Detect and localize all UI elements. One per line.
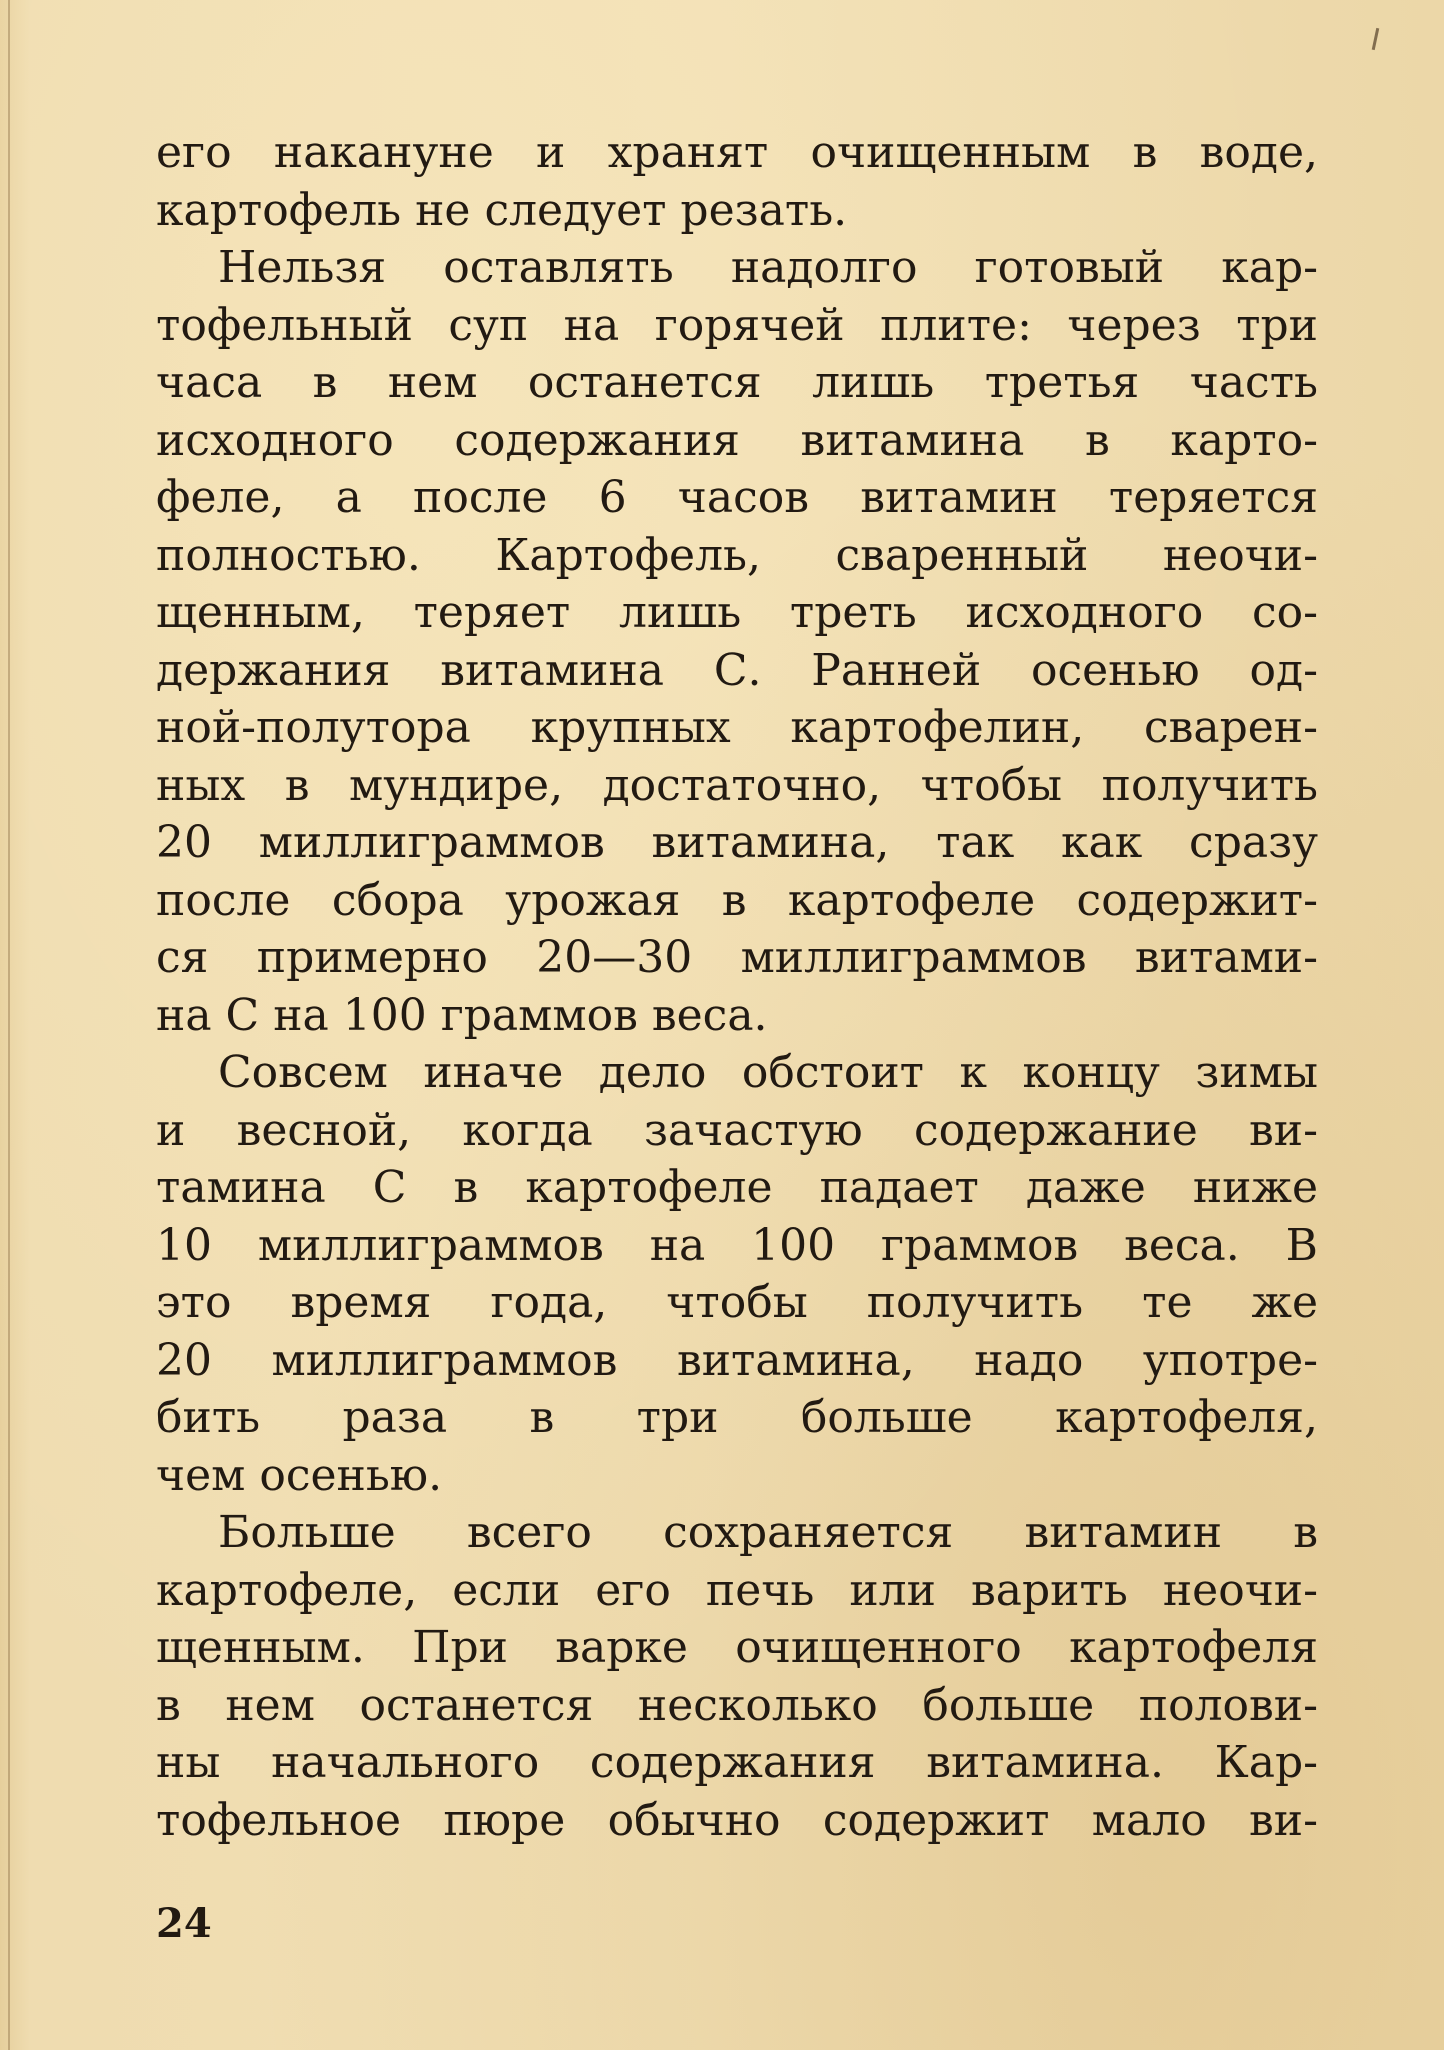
text-line: ны начального содержания витамина. Кар- [156,1737,1318,1788]
text-line: картофеле, если его печь или варить неочи- [156,1564,1318,1616]
text-line: чем осенью. [156,1449,443,1501]
text-line: тофельное пюре обычно содержит мало ви- [156,1794,1318,1846]
text-line: щенным, теряет лишь треть исходного со- [156,587,1318,638]
text-line: часа в нем останется лишь третья часть [156,357,1318,408]
text-line: щенным. При варке очищенного картофеля [156,1622,1318,1673]
ink-mark [1372,28,1380,50]
text-line: ных в мундире, достаточно, чтобы получить [156,759,1318,811]
text-line: Нельзя оставлять надолго готовый кар- [218,242,1318,293]
text-line: его накануне и хранят очищенным в воде, [156,127,1318,178]
text-line: тамина С в картофеле падает даже ниже [156,1162,1318,1213]
text-line: держания витамина С. Ранней осенью од- [156,644,1318,696]
text-line: и весной, когда зачастую содержание ви- [156,1104,1318,1156]
text-line: Больше всего сохраняется витамин в [218,1507,1318,1558]
page-number: 24 [156,1900,212,1947]
text-line: феле, а после 6 часов витамин теряется [156,472,1318,523]
body-text [156,124,1318,1849]
text-line: бить раза в три больше картофеля, [156,1392,1318,1443]
page-edge-shadow [8,0,10,2050]
text-line: картофель не следует резать. [156,184,848,236]
text-line: ся примерно 20—30 миллиграммов витами- [156,932,1318,983]
text-line: в нем останется несколько больше полови- [156,1679,1318,1731]
text-line: 20 миллиграммов витамина, так как сразу [156,817,1318,868]
text-line: 10 миллиграммов на 100 граммов веса. В [156,1219,1318,1271]
text-line: исходного содержания витамина в карто- [156,414,1318,466]
text-line: полностью. Картофель, сваренный неочи- [156,529,1318,581]
text-line: 20 миллиграммов витамина, надо употре- [156,1334,1318,1386]
text-line: на С на 100 граммов веса. [156,989,768,1041]
text-line: Совсем иначе дело обстоит к концу зимы [218,1047,1318,1098]
text-line: тофельный суп на горячей плите: через три [156,299,1318,351]
text-line: ной-полутора крупных картофелин, сварен- [156,702,1318,753]
text-line: после сбора урожая в картофеле содержит- [156,874,1318,926]
text-line: это время года, чтобы получить те же [156,1277,1318,1328]
